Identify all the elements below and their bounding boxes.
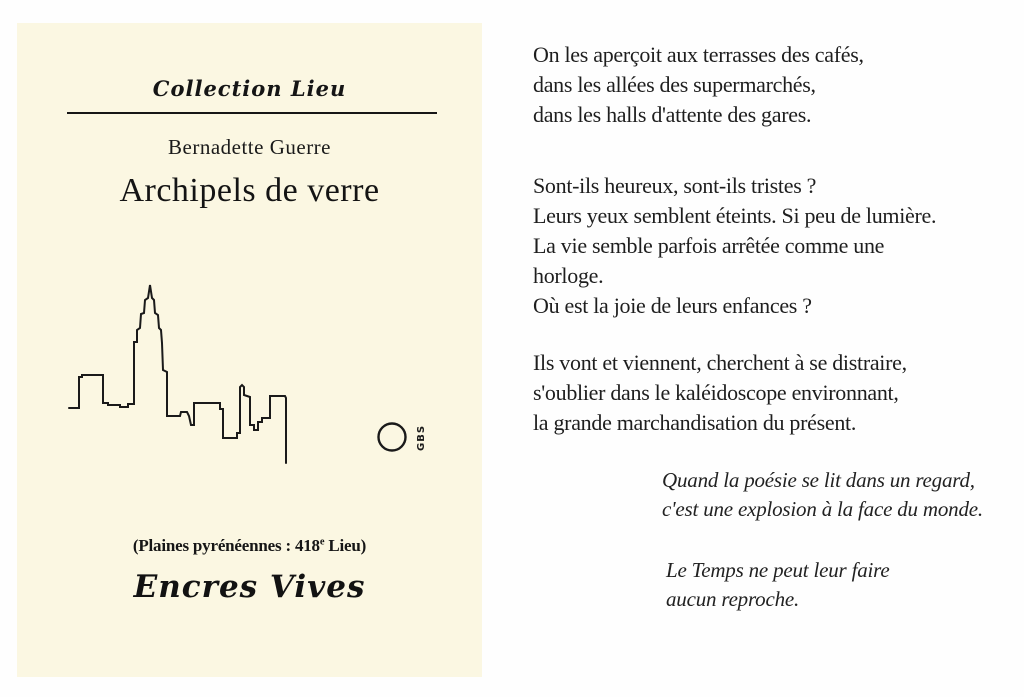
edition-note-prefix: (Plaines pyrénéennes : 418 (132, 536, 320, 555)
quote-line: aucun reproche. (666, 587, 800, 611)
quote-line: Quand la poésie se lit dans un regard, (662, 468, 975, 492)
poem-stanza (533, 171, 936, 321)
collection-name: Collection Lieu (152, 76, 347, 101)
poem-line: On les aperçoit aux terrasses des cafés, (533, 42, 864, 67)
poem-line: dans les allées des supermarchés, (533, 72, 816, 97)
author-name: Bernadette Guerre (168, 135, 331, 159)
poem-stanza (533, 40, 864, 130)
publisher-name: Encres Vives (133, 569, 366, 605)
city-skyline-drawing (40, 270, 460, 480)
book-cover (17, 23, 482, 677)
poem-line: horloge. (533, 263, 604, 288)
quote-line: c'est une explosion à la face du monde. (662, 497, 983, 521)
artist-signature: GBS (416, 424, 427, 451)
poem-line: dans les halls d'attente des gares. (533, 102, 812, 127)
poem-line: la grande marchandisation du présent. (533, 410, 857, 435)
poem-quote (666, 556, 889, 614)
poem-line: Où est la joie de leurs enfances ? (533, 293, 812, 318)
circle-doodle (379, 424, 406, 451)
poem-quote (662, 466, 983, 524)
skyline-path (69, 285, 286, 463)
poem-line: Ils vont et viennent, cherchent à se distraire, (533, 350, 907, 375)
poem-line: s'oublier dans le kaléidoscope environnant, (533, 380, 899, 405)
book-title: Archipels de verre (119, 172, 380, 209)
poem-line: Leurs yeux semblent éteints. Si peu de lumière. (533, 203, 937, 228)
poem-line: La vie semble parfois arrêtée comme une (533, 233, 885, 258)
horizontal-rule (67, 112, 437, 114)
edition-note-suffix: Lieu) (324, 536, 367, 555)
edition-note (17, 536, 482, 556)
poem-line: Sont-ils heureux, sont-ils tristes ? (533, 173, 817, 198)
poem-stanza (533, 348, 907, 438)
quote-line: Le Temps ne peut leur faire (666, 558, 890, 582)
edition-note-superscript: e (319, 536, 325, 548)
